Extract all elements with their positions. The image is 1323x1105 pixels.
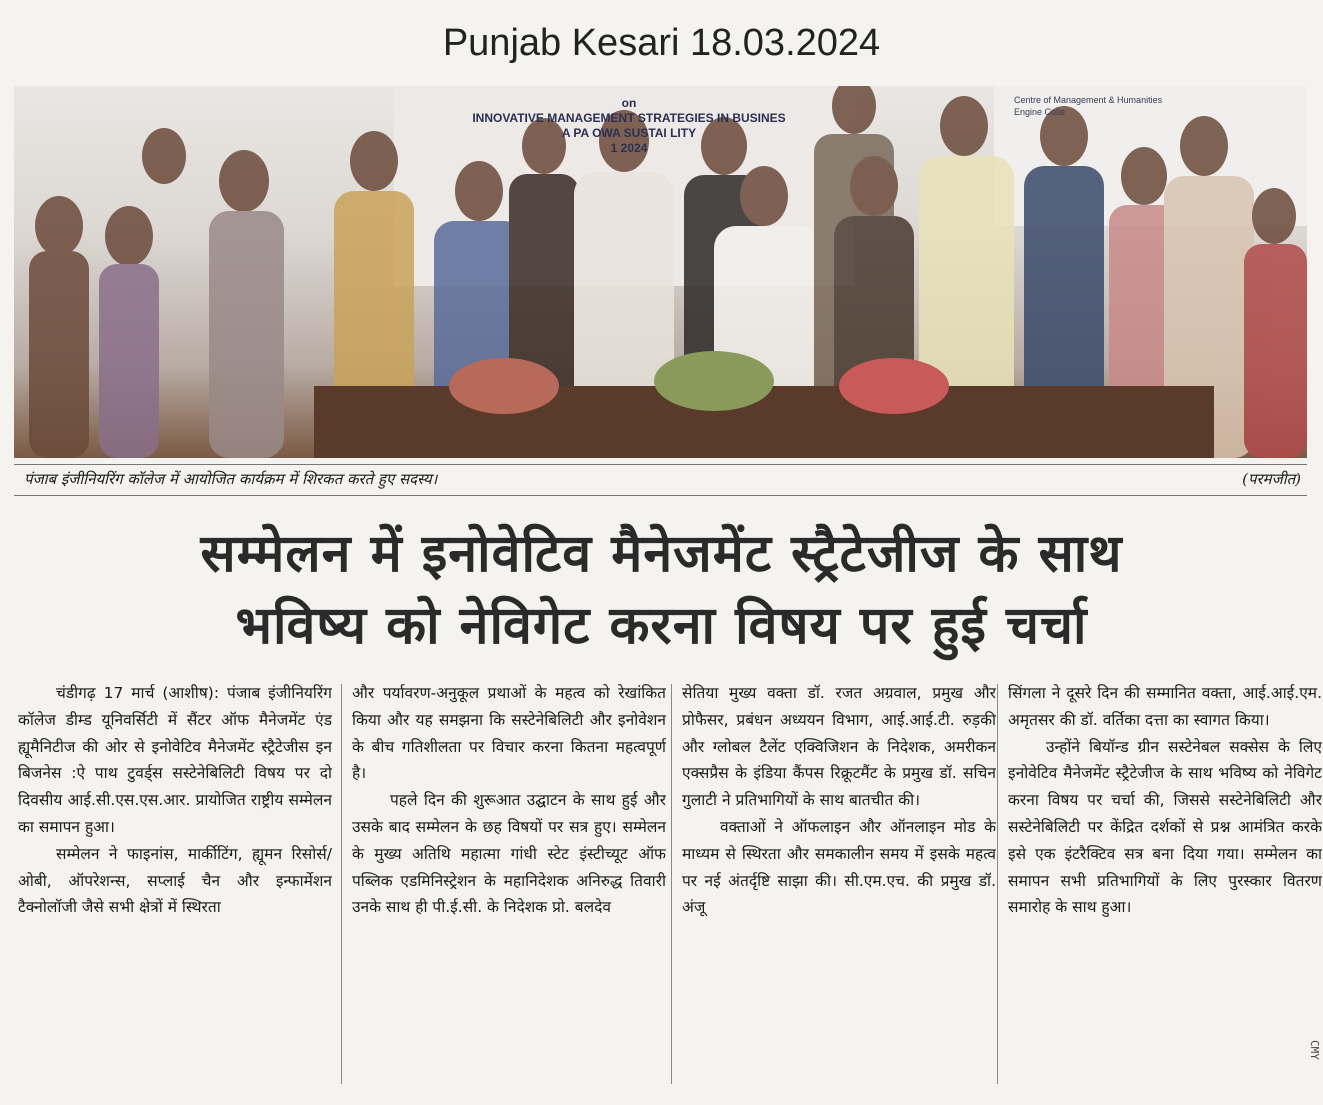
paragraph: सम्मेलन ने फाइनांस, मार्कीटिंग, ह्यूमन रिसोर्स/ओबी, ऑपरेशन्स, सप्लाई चैन और इन्फार्मेशन टैक्नोलॉजी जैसे सभी क्षेत्रों में स्थिरता [18,844,332,917]
flower-arrangements [449,351,949,414]
headline-line-2: भविष्य को नेविगेट करना विषय पर हुई चर्चा [235,596,1088,656]
paragraph: सेतिया मुख्य वक्ता डॉ. रजत अग्रवाल, प्रमुख और प्रोफैसर, प्रबंधन अध्ययन विभाग, आई.आई.टी. रुड़की और ग्लोबल टैलेंट एक्विजिशन के निदेशक, अमरीकन एक्सप्रैस के इंडिया कैंपस रिक्रूटमैंट के प्रमुख डॉ. सचिन गुलाटी ने प्रतिभागियों के साथ बातचीत की। [682,684,996,810]
paragraph: सिंगला ने दूसरे दिन की सम्मानित वक्ता, आई.आई.एम. अमृतसर की डॉ. वर्तिका दत्ता का स्वागत किया। [1008,684,1322,729]
paragraph: वक्ताओं ने ऑफलाइन और ऑनलाइन मोड के माध्यम से स्थिरता और समकालीन समय में इसके महत्व पर नई अंतर्दृष्टि साझा की। सी.एम.एच. की प्रमुख डॉ. अंजू [682,817,996,917]
article-column-3 [682,680,996,1090]
column-divider [671,684,672,1084]
banner-right-text: Centre of Management & Humanities Engine Colle [1014,95,1163,117]
paragraph: पहले दिन की शुरूआत उद्घाटन के साथ हुई और उसके बाद सम्मेलन के छह विषयों पर सत्र हुए। सम्मेलन के मुख्य अतिथि महात्मा गांधी स्टेट इंस्टीच्यूट ऑफ पब्लिक एडमिनिस्ट्रेशन के महानिदेशक अनिरुद्ध तिवारी उनके साथ ही पी.ई.सी. के निदेशक प्रो. बलदेव [352,791,666,917]
paragraph: चंडीगढ़ 17 मार्च (आशीष): पंजाब इंजीनियरिंग कॉलेज डीम्ड यूनिवर्सिटी में सैंटर ऑफ मैनेजमेंट एंड ह्यूमैनिटीज की ओर से इनोवेटिव मैनेजमेंट स्ट्रैटेजीस इन बिजनेस :ऐ पाथ टुवर्ड्स सस्टेनेबिलिटी विषय पर दो दिवसीय आई.सी.एस.एस.आर. प्रायोजित राष्ट्रीय सम्मेलन का समापन हुआ। [18,684,332,836]
photo-credit: (परमजीत) [1242,470,1301,488]
banner-text: on INNOVATIVE MANAGEMENT STRATEGIES IN BUSINES A PA OWA SUSTAI LITY 1 2024 [472,96,786,155]
photo-caption [14,464,1307,496]
article-column-4 [1008,680,1322,1090]
paragraph: उन्होंने बियॉन्ड ग्रीन सस्टेनेबल सक्सेस के लिए इनोवेटिव मैनेजमेंट स्ट्रैटेजीज के साथ भविष्य को नेविगेट करना विषय पर चर्चा की, जिससे सस्टेनेबिलिटी और सस्टेनेबिलिटी पर केंद्रित दर्शकों से प्रश्न आमंत्रित करके इसे एक इंटरैक्टिव सत्र बना दिया गया। सम्मेलन का समापन सभी प्रतिभागियों के लिए पुरस्कार वितरण समारोह के साथ हुआ। [1008,737,1322,917]
print-registration-mark: CMY [1308,1040,1321,1060]
column-divider [341,684,342,1084]
headline [20,518,1303,662]
caption-text: पंजाब इंजीनियरिंग कॉलेज में आयोजित कार्यक्रम में शिरकत करते हुए सदस्य। [24,470,438,488]
paragraph: और पर्यावरण-अनुकूल प्रथाओं के महत्व को रेखांकित किया और यह समझना कि सस्टेनेबिलिटी और इनोवेशन के बीच गतिशीलता पर विचार करना कितना महत्वपूर्ण है। [352,684,666,783]
group-photo [14,86,1307,458]
column-divider [997,684,998,1084]
article-column-2 [352,680,666,1090]
newspaper-masthead: Punjab Kesari 18.03.2024 [442,22,881,64]
headline-line-1: सम्मेलन में इनोवेटिव मैनेजमेंट स्ट्रैटेजीज के साथ [200,524,1123,584]
article-column-1 [18,680,332,1090]
